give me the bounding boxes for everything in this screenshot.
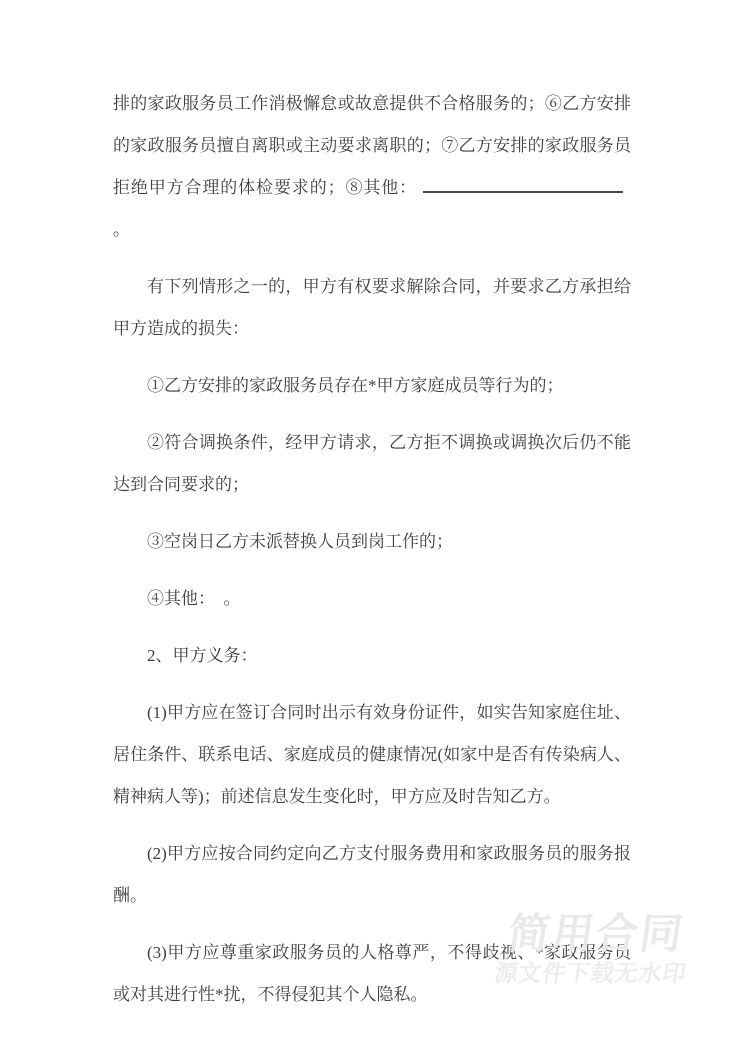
obligation-item-3: (3)甲方应尊重家政服务员的人格尊严，不得歧视、*家政服务员或对其进行性*扰，不得侵犯其个人隐私。 (113, 943, 631, 1004)
section-heading-party-a-obligations: 2、甲方义务： (147, 646, 258, 665)
clause-item-1: ①乙方安排的家政服务员存在*甲方家庭成员等行为的； (147, 376, 564, 395)
clause-text: 排的家政服务员工作消极懈怠或故意提供不合格服务的；⑥乙方安排的家政服务员擅自离职或主动要求离职的；⑦乙方安排的家政服务员拒绝甲方合理的体检要求的；⑧其他： (113, 94, 631, 197)
clause-item-3: ③空岗日乙方未派替换人员到岗工作的； (147, 532, 453, 551)
clause-item-4-other: ④其他： 。 (147, 589, 241, 608)
obligation-item-1: (1)甲方应在签订合同时出示有效身份证件，如实告知家庭住址、居住条件、联系电话、家庭成员的健康情况(如家中是否有传染病人、精神病人等)；前述信息发生变化时，甲方应及时告知乙方。 (113, 703, 631, 806)
obligation-item-2: (2)甲方应按合同约定向乙方支付服务费用和家政服务员的服务报酬。 (113, 844, 631, 905)
clause-item-2: ②符合调换条件，经甲方请求，乙方拒不调换或调换次后仍不能达到合同要求的； (113, 433, 631, 494)
contract-body-text (113, 83, 631, 1031)
blank-underline (423, 174, 623, 193)
watermark-tagline-text: 源文件下载无水印 (492, 960, 689, 986)
watermark-brand-text: 简用合同 (504, 910, 688, 957)
clause-termination-intro: 有下列情形之一的，甲方有权要求解除合同，并要求乙方承担给甲方造成的损失： (113, 277, 631, 338)
clause-period: 。 (113, 220, 130, 239)
clause-paragraph-continuation (113, 83, 631, 251)
